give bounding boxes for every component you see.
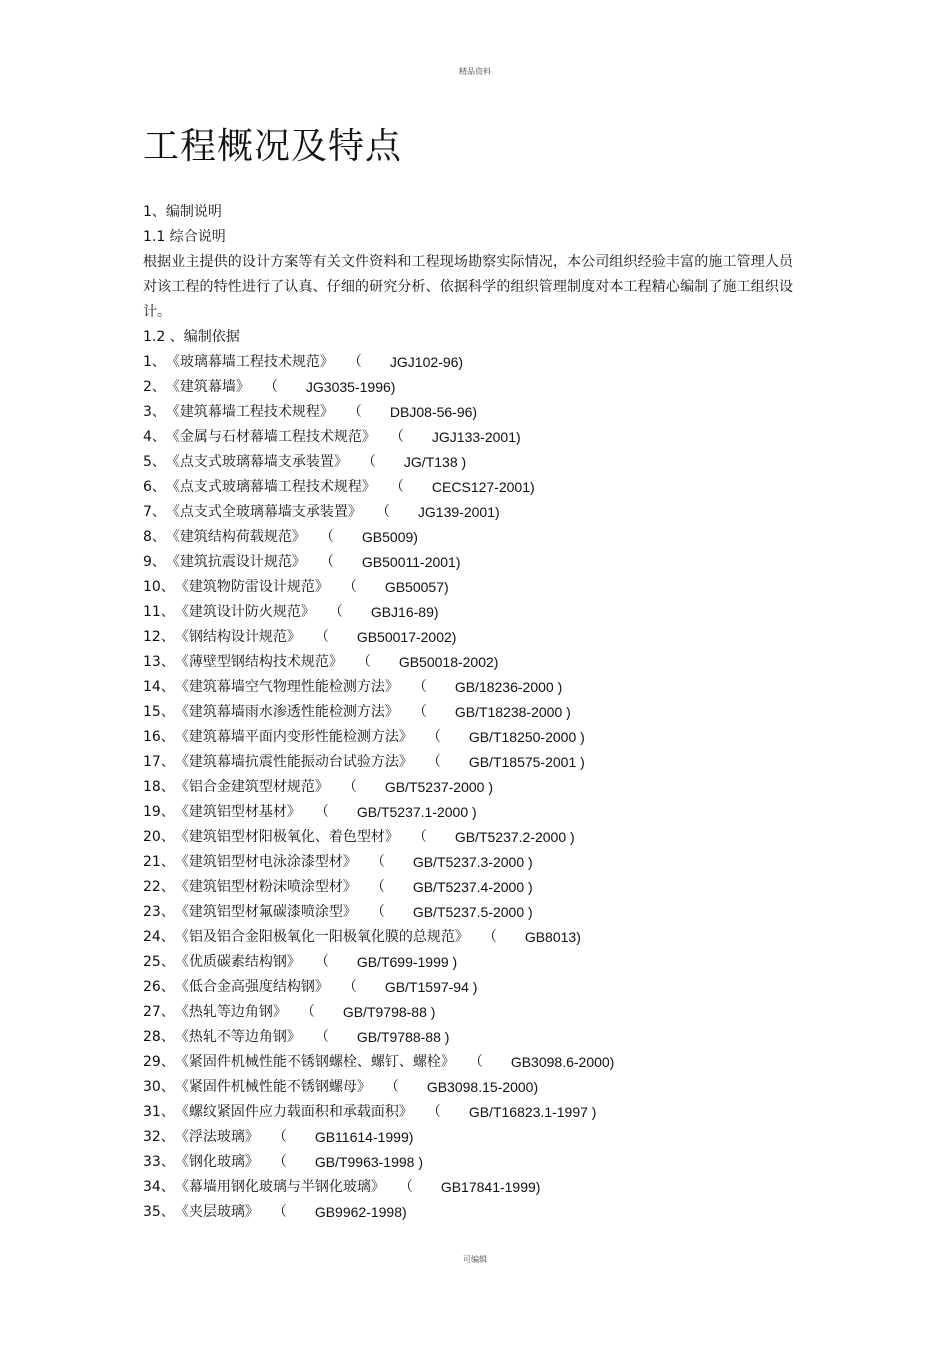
reference-number: 20、 [143, 829, 175, 845]
reference-number: 19、 [143, 804, 175, 820]
reference-item [143, 1075, 803, 1100]
open-paren: （ [398, 1179, 413, 1195]
reference-number: 28、 [143, 1029, 175, 1045]
document-title: 工程概况及特点 [143, 126, 403, 167]
reference-item [143, 600, 803, 625]
reference-code: GB50011-2001) [361, 554, 461, 570]
reference-title: 《点支式玻璃幕墙支承装置》 [165, 454, 348, 470]
reference-title: 《夹层玻璃》 [174, 1204, 259, 1220]
reference-item [143, 1025, 803, 1050]
open-paren: （ [412, 704, 427, 720]
reference-code: JG139-2001) [417, 504, 500, 520]
reference-code: GBJ16-89) [370, 604, 439, 620]
reference-item [143, 900, 803, 925]
reference-number: 25、 [143, 954, 175, 970]
open-paren: （ [314, 804, 329, 820]
open-paren: （ [263, 379, 278, 395]
reference-code: GB/T5237-2000 ) [384, 779, 493, 795]
reference-title: 《紧固件机械性能不锈钢螺母》 [174, 1079, 371, 1095]
open-paren: （ [314, 954, 329, 970]
reference-item [143, 800, 803, 825]
reference-title: 《螺纹紧固件应力载面积和承载面积》 [174, 1104, 413, 1120]
reference-code: JG/T138 ) [403, 454, 467, 470]
reference-number: 11、 [143, 604, 175, 620]
reference-code: GB/T16823.1-1997 ) [468, 1104, 597, 1120]
reference-title: 《热轧等边角钢》 [174, 1004, 287, 1020]
reference-title: 《建筑设计防火规范》 [174, 604, 315, 620]
open-paren: （ [342, 779, 357, 795]
open-paren: （ [356, 654, 371, 670]
reference-number: 30、 [143, 1079, 175, 1095]
reference-code: GB/T5237.1-2000 ) [356, 804, 477, 820]
reference-code: GB/T9963-1998 ) [314, 1154, 423, 1170]
reference-title: 《建筑幕墙工程技术规程》 [165, 404, 334, 420]
open-paren: （ [272, 1129, 287, 1145]
open-paren: （ [426, 729, 441, 745]
reference-title: 《建筑幕墙平面内变形性能检测方法》 [174, 729, 413, 745]
open-paren: （ [347, 404, 362, 420]
reference-item [143, 950, 803, 975]
reference-title: 《玻璃幕墙工程技术规范》 [165, 354, 334, 370]
section-heading-1-2: 1.2 、编制依据 [143, 329, 240, 345]
overview-paragraph: 根据业主提供的设计方案等有关文件资料和工程现场勘察实际情况，本公司组织经验丰富的施工管理人员对该工程的特性进行了认真、仔细的研究分析、依据科学的组织管理制度对本工程精心编制了施工组织设计。 [143, 254, 793, 320]
reference-item [143, 400, 803, 425]
reference-item [143, 1150, 803, 1175]
reference-item [143, 1050, 803, 1075]
reference-code: GB50017-2002) [356, 629, 457, 645]
reference-title: 《浮法玻璃》 [174, 1129, 259, 1145]
reference-number: 1、 [143, 354, 166, 370]
open-paren: （ [319, 529, 334, 545]
reference-item [143, 850, 803, 875]
open-paren: （ [389, 429, 404, 445]
open-paren: （ [347, 354, 362, 370]
reference-item [143, 1175, 803, 1200]
reference-list [143, 350, 803, 1225]
reference-title: 《点支式全玻璃幕墙支承装置》 [165, 504, 362, 520]
document-body [143, 200, 803, 1225]
reference-code: GB/18236-2000 ) [454, 679, 563, 695]
reference-title: 《金属与石材幕墙工程技术规范》 [165, 429, 376, 445]
section-heading-1-1: 1.1 综合说明 [143, 229, 226, 245]
reference-code: GB/T5237.4-2000 ) [412, 879, 533, 895]
open-paren: （ [389, 479, 404, 495]
reference-title: 《建筑抗震设计规范》 [165, 554, 306, 570]
reference-number: 13、 [143, 654, 175, 670]
reference-number: 10、 [143, 579, 175, 595]
reference-number: 32、 [143, 1129, 175, 1145]
reference-number: 12、 [143, 629, 175, 645]
reference-item [143, 1000, 803, 1025]
open-paren: （ [384, 1079, 399, 1095]
reference-title: 《低合金高强度结构钢》 [174, 979, 329, 995]
reference-code: GB/T5237.2-2000 ) [454, 829, 575, 845]
reference-number: 5、 [143, 454, 166, 470]
reference-item [143, 700, 803, 725]
reference-item [143, 350, 803, 375]
reference-code: GB/T699-1999 ) [356, 954, 458, 970]
reference-item [143, 1100, 803, 1125]
reference-item [143, 925, 803, 950]
reference-item [143, 575, 803, 600]
reference-number: 15、 [143, 704, 175, 720]
reference-item [143, 825, 803, 850]
reference-code: GB/T1597-94 ) [384, 979, 478, 995]
reference-title: 《钢化玻璃》 [174, 1154, 259, 1170]
open-paren: （ [482, 929, 497, 945]
reference-code: GB8013) [524, 929, 581, 945]
reference-item [143, 750, 803, 775]
reference-number: 18、 [143, 779, 175, 795]
reference-title: 《建筑铝型材粉沫喷涂型材》 [174, 879, 357, 895]
reference-item [143, 475, 803, 500]
reference-title: 《紧固件机械性能不锈钢螺栓、螺钉、螺栓》 [174, 1054, 455, 1070]
reference-code: GB3098.15-2000) [426, 1079, 539, 1095]
reference-item [143, 725, 803, 750]
open-paren: （ [426, 754, 441, 770]
reference-item [143, 875, 803, 900]
reference-number: 33、 [143, 1154, 175, 1170]
reference-number: 16、 [143, 729, 175, 745]
reference-number: 23、 [143, 904, 175, 920]
reference-code: GB5009) [361, 529, 418, 545]
open-paren: （ [314, 1029, 329, 1045]
header-note: 精品资料 [459, 67, 491, 76]
reference-item [143, 775, 803, 800]
open-paren: （ [412, 829, 427, 845]
reference-title: 《建筑物防雷设计规范》 [174, 579, 329, 595]
reference-code: GB50057) [384, 579, 449, 595]
reference-number: 22、 [143, 879, 175, 895]
reference-item [143, 1125, 803, 1150]
reference-item [143, 1200, 803, 1225]
open-paren: （ [272, 1204, 287, 1220]
open-paren: （ [361, 454, 376, 470]
reference-code: GB/T5237.5-2000 ) [412, 904, 533, 920]
reference-code: CECS127-2001) [431, 479, 535, 495]
reference-number: 14、 [143, 679, 175, 695]
reference-item [143, 450, 803, 475]
reference-number: 27、 [143, 1004, 175, 1020]
open-paren: （ [272, 1154, 287, 1170]
open-paren: （ [300, 1004, 315, 1020]
reference-title: 《幕墙用钢化玻璃与半钢化玻璃》 [174, 1179, 385, 1195]
reference-item [143, 525, 803, 550]
open-paren: （ [426, 1104, 441, 1120]
open-paren: （ [314, 629, 329, 645]
reference-code: DBJ08-56-96) [389, 404, 478, 420]
reference-title: 《建筑铝型材阳极氧化、着色型材》 [174, 829, 399, 845]
reference-code: GB/T18250-2000 ) [468, 729, 585, 745]
open-paren: （ [342, 579, 357, 595]
reference-number: 26、 [143, 979, 175, 995]
reference-code: GB11614-1999) [314, 1129, 414, 1145]
reference-item [143, 675, 803, 700]
reference-item [143, 975, 803, 1000]
reference-title: 《建筑铝型材氟碳漆喷涂型》 [174, 904, 357, 920]
reference-code: GB/T5237.3-2000 ) [412, 854, 533, 870]
reference-title: 《点支式玻璃幕墙工程技术规程》 [165, 479, 376, 495]
reference-code: GB17841-1999) [440, 1179, 541, 1195]
open-paren: （ [370, 854, 385, 870]
reference-number: 24、 [143, 929, 175, 945]
open-paren: （ [412, 679, 427, 695]
reference-number: 21、 [143, 854, 175, 870]
reference-title: 《建筑幕墙抗震性能振动台试验方法》 [174, 754, 413, 770]
reference-title: 《建筑结构荷载规范》 [165, 529, 306, 545]
reference-code: GB/T18238-2000 ) [454, 704, 571, 720]
reference-title: 《钢结构设计规范》 [174, 629, 301, 645]
reference-item [143, 625, 803, 650]
reference-number: 9、 [143, 554, 166, 570]
reference-title: 《建筑幕墙雨水渗透性能检测方法》 [174, 704, 399, 720]
reference-title: 《建筑幕墙空气物理性能检测方法》 [174, 679, 399, 695]
reference-title: 《建筑铝型材电泳涂漆型材》 [174, 854, 357, 870]
reference-number: 29、 [143, 1054, 175, 1070]
reference-number: 35、 [143, 1204, 175, 1220]
reference-code: JGJ102-96) [389, 354, 464, 370]
reference-item [143, 550, 803, 575]
reference-title: 《热轧不等边角钢》 [174, 1029, 301, 1045]
reference-title: 《建筑幕墙》 [165, 379, 250, 395]
reference-number: 4、 [143, 429, 166, 445]
open-paren: （ [370, 904, 385, 920]
reference-item [143, 375, 803, 400]
reference-item [143, 500, 803, 525]
open-paren: （ [342, 979, 357, 995]
footer-note: 可编辑 [463, 1255, 487, 1264]
open-paren: （ [319, 554, 334, 570]
reference-code: JG3035-1996) [305, 379, 396, 395]
open-paren: （ [468, 1054, 483, 1070]
reference-number: 8、 [143, 529, 166, 545]
reference-item [143, 650, 803, 675]
reference-code: GB9962-1998) [314, 1204, 407, 1220]
reference-code: GB50018-2002) [398, 654, 499, 670]
reference-code: GB/T9788-88 ) [356, 1029, 450, 1045]
reference-title: 《优质碳素结构钢》 [174, 954, 301, 970]
reference-code: GB3098.6-2000) [510, 1054, 615, 1070]
reference-number: 34、 [143, 1179, 175, 1195]
reference-code: GB/T18575-2001 ) [468, 754, 585, 770]
reference-title: 《薄壁型钢结构技术规范》 [174, 654, 343, 670]
open-paren: （ [375, 504, 390, 520]
reference-number: 3、 [143, 404, 166, 420]
reference-item [143, 425, 803, 450]
reference-number: 31、 [143, 1104, 175, 1120]
section-heading-1: 1、编制说明 [143, 204, 222, 220]
reference-code: GB/T9798-88 ) [342, 1004, 436, 1020]
reference-title: 《建筑铝型材基材》 [174, 804, 301, 820]
reference-title: 《铝合金建筑型材规范》 [174, 779, 329, 795]
reference-title: 《铝及铝合金阳极氧化一阳极氧化膜的总规范》 [174, 929, 469, 945]
reference-number: 6、 [143, 479, 166, 495]
reference-number: 7、 [143, 504, 166, 520]
reference-number: 2、 [143, 379, 166, 395]
reference-number: 17、 [143, 754, 175, 770]
open-paren: （ [328, 604, 343, 620]
open-paren: （ [370, 879, 385, 895]
reference-code: JGJ133-2001) [431, 429, 521, 445]
